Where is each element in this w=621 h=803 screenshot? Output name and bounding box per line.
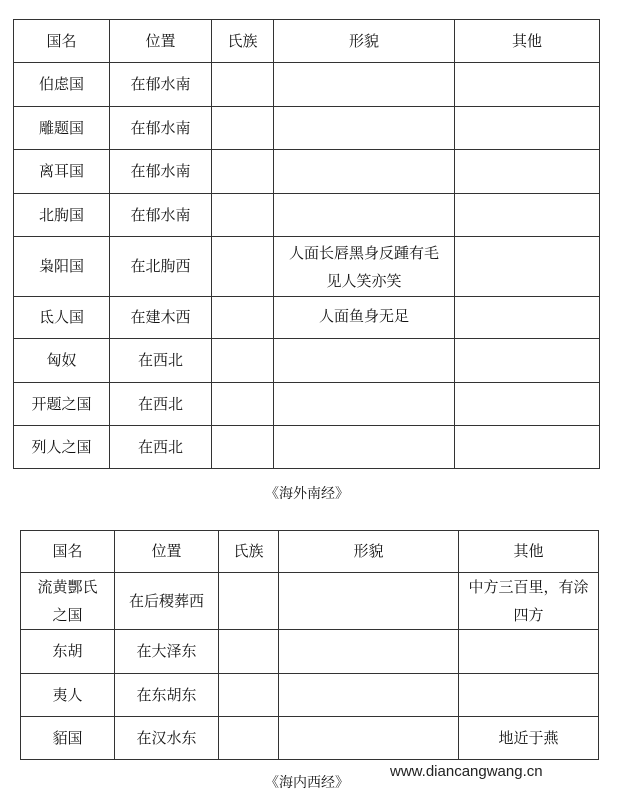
cell-guoming: 开题之国 [14,383,110,426]
cell-qita [455,150,600,194]
table-row [21,674,599,717]
cell-xingmao [279,573,459,630]
cell-qita [455,237,600,297]
table-row [14,426,600,469]
caption-haiwai-nanjing: 《海外南经》 [265,486,349,502]
table-header-row [14,20,600,63]
cell-weizhi: 在后稷葬西 [115,573,219,630]
cell-shizu [219,674,279,717]
cell-xingmao: 人面长唇黑身反踵有毛见人笑亦笑 [274,237,455,297]
cell-weizhi: 在西北 [110,339,212,383]
cell-guoming: 氐人国 [14,297,110,339]
table-row [21,717,599,760]
table-row [14,150,600,194]
table-row [14,63,600,107]
cell-xingmao [274,383,455,426]
header-guoming: 国名 [21,531,115,573]
header-qita: 其他 [459,531,599,573]
cell-weizhi: 在东胡东 [115,674,219,717]
cell-shizu [212,297,274,339]
cell-qita: 中方三百里，有涂四方 [459,573,599,630]
cell-guoming: 夷人 [21,674,115,717]
cell-xingmao [274,194,455,237]
cell-weizhi: 在郁水南 [110,107,212,150]
cell-qita: 地近于燕 [459,717,599,760]
cell-weizhi: 在建木西 [110,297,212,339]
table-hainei-xi [20,530,599,760]
cell-qita [455,339,600,383]
cell-guoming: 貊国 [21,717,115,760]
cell-weizhi: 在大泽东 [115,630,219,674]
cell-guoming: 列人之国 [14,426,110,469]
cell-guoming: 枭阳国 [14,237,110,297]
cell-xingmao [274,107,455,150]
cell-xingmao [274,63,455,107]
cell-shizu [219,717,279,760]
table-header-row [21,531,599,573]
table-row [14,237,600,297]
cell-weizhi: 在郁水南 [110,150,212,194]
table-row [14,194,600,237]
cell-xingmao [274,426,455,469]
cell-xingmao [279,674,459,717]
cell-xingmao: 人面鱼身无足 [274,297,455,339]
table-row [14,107,600,150]
cell-qita [455,297,600,339]
header-xingmao: 形貌 [279,531,459,573]
cell-weizhi: 在汉水东 [115,717,219,760]
cell-xingmao [279,717,459,760]
table-row [21,573,599,630]
cell-shizu [212,194,274,237]
cell-guoming: 离耳国 [14,150,110,194]
cell-qita [455,107,600,150]
cell-qita [459,674,599,717]
cell-xingmao [279,630,459,674]
cell-qita [455,194,600,237]
cell-shizu [212,383,274,426]
cell-shizu [212,339,274,383]
cell-xingmao [274,339,455,383]
table-haiwai-nan [13,19,600,469]
caption-hainei-xijing: 《海内西经》 [265,775,349,791]
header-qita: 其他 [455,20,600,63]
cell-weizhi: 在北朐西 [110,237,212,297]
header-xingmao: 形貌 [274,20,455,63]
cell-guoming: 雕题国 [14,107,110,150]
cell-shizu [219,573,279,630]
header-weizhi: 位置 [110,20,212,63]
cell-guoming: 东胡 [21,630,115,674]
cell-qita [455,426,600,469]
cell-guoming: 伯虑国 [14,63,110,107]
cell-guoming: 流黄酆氏之国 [21,573,115,630]
cell-qita [455,63,600,107]
cell-weizhi: 在西北 [110,426,212,469]
table-row [14,383,600,426]
cell-shizu [219,630,279,674]
table-row [14,339,600,383]
cell-guoming: 匈奴 [14,339,110,383]
cell-weizhi: 在郁水南 [110,63,212,107]
cell-qita [459,630,599,674]
header-weizhi: 位置 [115,531,219,573]
cell-qita [455,383,600,426]
cell-weizhi: 在郁水南 [110,194,212,237]
table-row [14,297,600,339]
table-row [21,630,599,674]
cell-shizu [212,63,274,107]
header-shizu: 氏族 [219,531,279,573]
cell-shizu [212,107,274,150]
cell-xingmao [274,150,455,194]
cell-shizu [212,237,274,297]
cell-weizhi: 在西北 [110,383,212,426]
cell-shizu [212,426,274,469]
header-guoming: 国名 [14,20,110,63]
watermark-url: www.diancangwang.cn [390,763,543,780]
cell-shizu [212,150,274,194]
header-shizu: 氏族 [212,20,274,63]
cell-guoming: 北朐国 [14,194,110,237]
